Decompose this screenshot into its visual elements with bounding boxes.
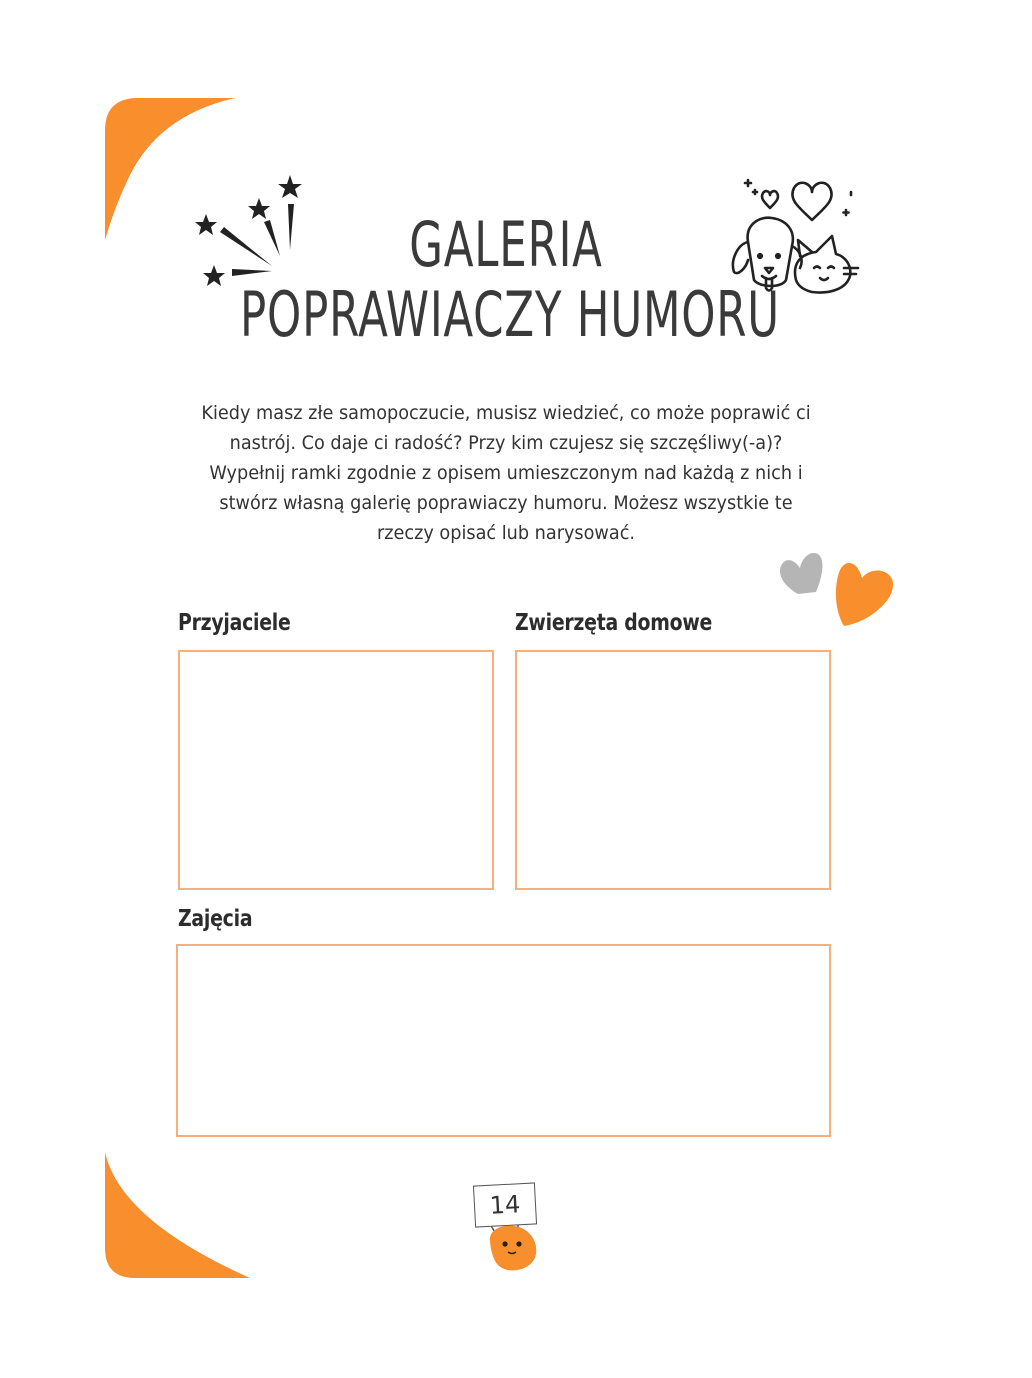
- intro-paragraph: Kiedy masz złe samopoczucie, musisz wiedzieć, co może poprawić ci nastrój. Co daje ci radość? Przy kim czujesz się szczęśliwy(-a)? Wypełnij ramki zgodnie z opisem umieszczonym nad każdą z nich i stwórz własną galerię poprawiaczy humoru. Możesz wszystkie te rzeczy opisać lub narysować.: [201, 402, 811, 544]
- pets-drawing-frame[interactable]: [515, 650, 831, 890]
- corner-decoration-bottom-left: [100, 1150, 255, 1285]
- frame-label-friends: Przyjaciele: [178, 610, 291, 636]
- page-title-line-2: POPRAWIACZY HUMORU: [240, 278, 780, 351]
- friends-drawing-frame[interactable]: [178, 650, 494, 890]
- frame-label-activities: Zajęcia: [178, 906, 253, 932]
- activities-drawing-frame[interactable]: [176, 944, 831, 1137]
- dog-cat-hearts-icon: [720, 172, 870, 326]
- frame-label-pets: Zwierzęta domowe: [515, 610, 713, 636]
- page-title-line-1: GALERIA: [409, 208, 603, 281]
- page-number: 14: [473, 1182, 537, 1227]
- hearts-icon: [776, 548, 906, 637]
